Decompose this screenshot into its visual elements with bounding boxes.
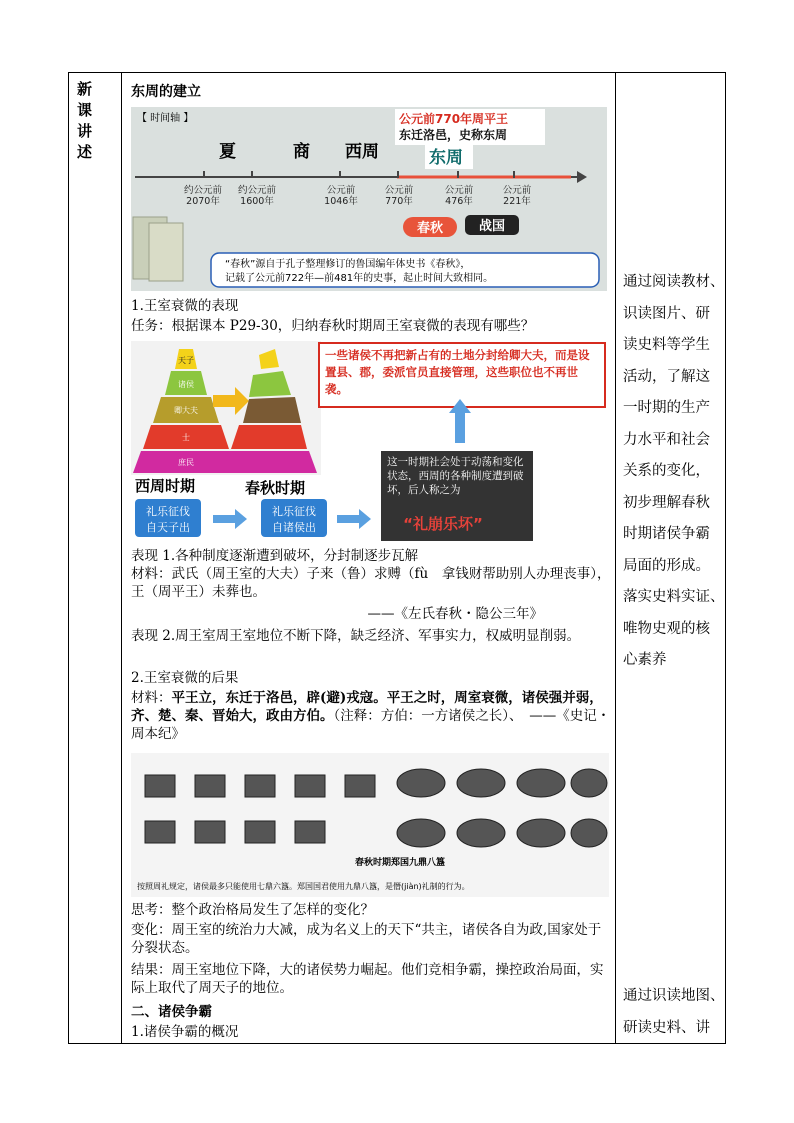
date-label: 1600年 <box>240 196 274 207</box>
timeline-note-2: 记载了公元前722年—前481年的史事，起止时间大致相同。 <box>225 273 494 284</box>
vessels-graphic <box>131 753 609 897</box>
date-label: 公元前 <box>384 185 414 196</box>
axis-tag: 【 时间轴 】 <box>137 113 194 124</box>
dark-box-emphasis: “礼崩乐坏” <box>403 515 483 533</box>
date-label: 2070年 <box>186 196 220 207</box>
period-warring: 战国 <box>478 219 506 234</box>
vessels-caption: 春秋时期郑国九鼎八簋 <box>355 858 446 868</box>
callout-line-2: 东迁洛邑，史称东周 <box>399 128 508 142</box>
label-char: 课 <box>77 101 93 119</box>
lesson-table <box>68 72 726 1044</box>
pyramid-figure <box>131 341 609 547</box>
date-label: 476年 <box>445 196 473 207</box>
label-char: 新 <box>77 80 93 98</box>
date-label: 770年 <box>385 196 413 207</box>
section-subheading: 1.诸侯争霸的概况 <box>131 1024 239 1040</box>
material-label: 材料： <box>131 690 172 706</box>
blue-box-text: 礼乐征伐 <box>146 505 190 518</box>
date-label: 221年 <box>503 196 531 207</box>
section-heading: 1.王室衰微的表现 <box>131 298 239 314</box>
design-intent-1: 通过阅读教材、 识读图片、研 读史料等学生 活动，了解这 一时期的生产 力水平和社会 关系的变化， 初步理解春秋 时期诸侯争霸 局面的形成。 落实史料实证、 唯物史观的核 心素养 <box>623 274 725 668</box>
western-zhou-label: 西周时期 <box>135 477 196 495</box>
paragraph: 结果：周王室地位下降，大的诸侯势力崛起。他们竞相争霸，操控政治局面，实际上取代了周天子的地位。 <box>131 962 604 996</box>
material-paragraph <box>131 689 611 743</box>
section-heading: 2.王室衰微的后果 <box>131 670 239 686</box>
design-intent-2: 通过识读地图、 研读史料、讲 <box>623 988 725 1036</box>
column-divider <box>121 73 122 1043</box>
period-spring: 春秋 <box>416 221 444 236</box>
dynasty-label: 东周 <box>429 148 463 168</box>
dynasty-label: 商 <box>293 142 310 162</box>
column-divider <box>615 73 616 1043</box>
vessels-note: 按照周礼规定，诸侯最多只能使用七鼎六簋。郑国国君使用九鼎八簋，是僭(jiàn)礼制的行为。 <box>137 882 470 891</box>
spring-autumn-label: 春秋时期 <box>245 479 306 497</box>
section-label <box>77 79 101 163</box>
callout-line-1: 公元前770年周平王 <box>399 112 509 126</box>
dark-box-text: 这一时期社会处于动荡和变化状态，西周的各种制度遭到破坏，后人称之为 <box>387 456 524 496</box>
citation: ——《史记・周本纪》 <box>131 708 611 742</box>
paragraph: 材料：武氏（周王室的大夫）子来（鲁）求赙（fù 拿钱财帮助别人办理丧事），王（周平王）未葬也。 <box>131 566 611 600</box>
paragraph: 变化：周王室的统治力大减，成为名义上的天下“共主，诸侯各自为政,国家处于分裂状态。 <box>131 922 602 956</box>
level-label: 卿大夫 <box>174 406 198 415</box>
paragraph: 表现 1.各种制度逐渐遭到破坏，分封制逐步瓦解 <box>131 548 419 564</box>
red-box-text: 一些诸侯不再把新占有的土地分封给卿大夫，而是设置县、郡，委派官员直接管理，这些职位也不再世袭。 <box>325 348 590 396</box>
vessels-figure <box>131 753 609 897</box>
date-label: 公元前 <box>326 185 356 196</box>
paragraph: 思考：整个政治格局发生了怎样的变化？ <box>131 902 374 918</box>
citation: ——《左氏春秋・隐公三年》 <box>367 606 543 622</box>
material-note: （注释：方伯：一方诸侯之长）、 <box>333 708 516 724</box>
blue-box-text: 自诸侯出 <box>272 521 316 534</box>
level-label: 诸侯 <box>178 380 194 389</box>
page-title: 东周的建立 <box>131 84 201 100</box>
pyramid-graphic <box>131 341 609 547</box>
level-label: 士 <box>182 433 190 442</box>
date-label: 公元前 <box>444 185 474 196</box>
blue-box-text: 自天子出 <box>146 521 190 534</box>
date-label: 1046年 <box>324 196 358 207</box>
blue-box-text: 礼乐征伐 <box>272 505 316 518</box>
level-label: 天子 <box>178 356 194 365</box>
task-text: 任务：根据课本 P29-30，归纳春秋时期周王室衰微的表现有哪些？ <box>131 318 535 334</box>
dynasty-label: 夏 <box>219 142 236 162</box>
timeline-figure <box>131 107 607 291</box>
label-char: 述 <box>77 143 93 161</box>
timeline-note-1: “春秋”源自于孔子整理修订的鲁国编年体史书《春秋》， <box>225 259 471 270</box>
material-quote: 平王立，东迁于洛邑，辟(避)戎寇。平王之时，周室衰微，诸侯强并弱，齐、楚、秦、晋始大，政由方伯。 <box>131 690 603 724</box>
timeline-graphic <box>131 107 607 291</box>
date-label: 约公元前 <box>237 185 277 196</box>
label-char: 讲 <box>77 122 93 140</box>
level-label: 庶民 <box>178 458 194 467</box>
paragraph: 表现 2.周王室周王室地位不断下降，缺乏经济、军事实力，权威明显削弱。 <box>131 628 581 644</box>
date-label: 公元前 <box>502 185 532 196</box>
section-heading: 二、诸侯争霸 <box>131 1004 212 1020</box>
dynasty-label: 西周 <box>345 142 379 162</box>
date-label: 约公元前 <box>183 185 223 196</box>
